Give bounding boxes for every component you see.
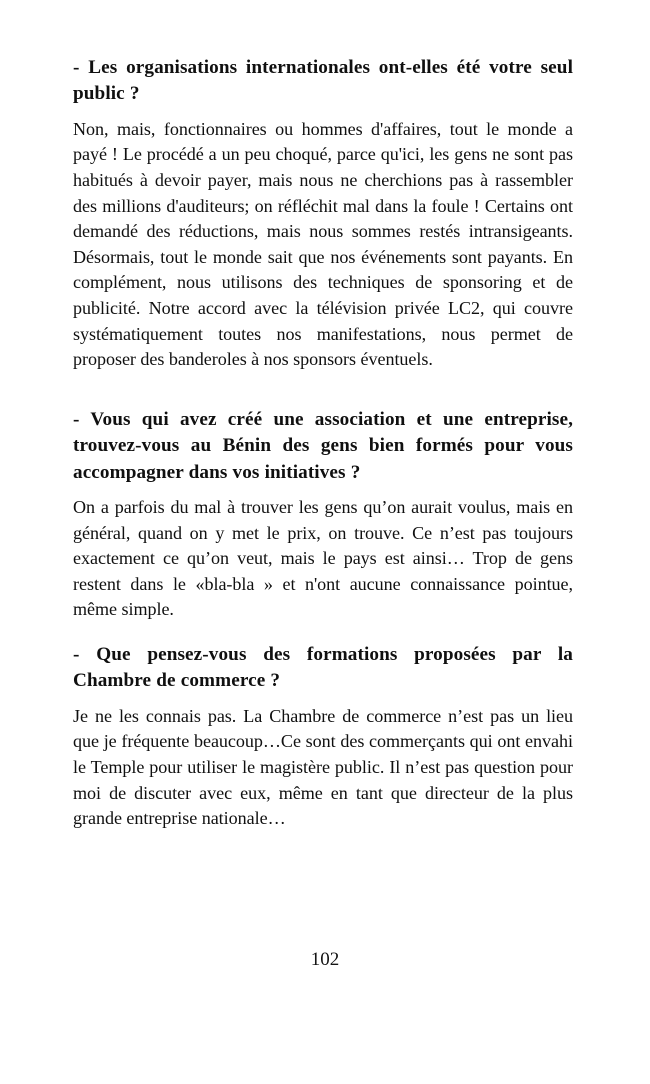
spacer [73, 695, 573, 704]
spacer [73, 486, 573, 495]
question-heading-1: - Les organisations internationales ont-elles été votre seul public ? [73, 57, 573, 105]
question-heading-3: - Que pensez-vous des formations proposées par la Chambre de commerce ? [73, 643, 573, 692]
answer-paragraph-2: On a parfois du mal à trouver les gens qu’on aurait voulus, mais en général, quand on y met le prix, on trouve. Ce n’est pas toujours exactement ce qu’on veut, mais le pays est ainsi… Trop de gens restent dans le «bla-bla » et n'ont aucune connaissance pointue, même simple. [73, 496, 573, 620]
spacer [73, 623, 573, 642]
spacer [73, 373, 573, 407]
text-column [73, 55, 573, 832]
answer-paragraph-3: Je ne les connais pas. La Chambre de commerce n’est pas un lieu que je fréquente beaucoup…Ce sont des commerçants qui ont envahi le Temple pour utiliser le magistère public. Il n’est pas question pour moi de discuter avec eux, même en tant que directeur de la plus grande entreprise nationale… [73, 705, 573, 829]
page-number: 102 [310, 949, 340, 970]
answer-paragraph-1: Non, mais, fonctionnaires ou hommes d'affaires, tout le monde a payé ! Le procédé a un peu choqué, parce qu'ici, les gens ne sont pas habitués à devoir payer, mais nous ne cherchions pas à rassembler des millions d'auditeurs; on réfléchit mal dans la foule ! Certains ont demandé des réductions, mais nous sommes restés intransigeants. Désormais, tout le monde sait que nos événements sont payants. En complément, nous utilisons des techniques de sponsoring et de publicité. Notre accord avec la télévision privée LC2, qui couvre systématiquement toutes nos manifestations, nous permet de proposer des banderoles à nos sponsors éventuels. [73, 118, 573, 370]
question-heading-2: - Vous qui avez créé une association et une entreprise, trouvez-vous au Bénin des gens bien formés pour vous accompagner dans vos initiatives ? [73, 408, 573, 483]
spacer [73, 108, 573, 117]
